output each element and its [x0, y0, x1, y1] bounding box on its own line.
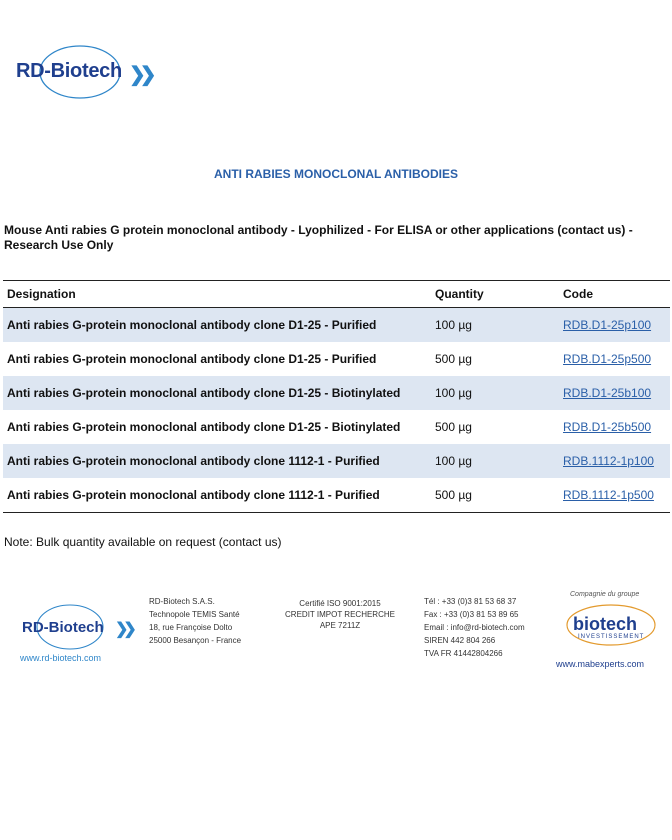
page-title: ANTI RABIES MONOCLONAL ANTIBODIES	[213, 167, 458, 181]
group-logo-sub: INVESTISSEMENT	[578, 634, 645, 640]
footer-website[interactable]: www.rd-biotech.com	[20, 653, 102, 663]
row-quantity: 500 µg	[435, 420, 472, 434]
iso-line: CREDIT IMPOT RECHERCHE	[285, 610, 395, 619]
footer-address	[149, 595, 241, 647]
product-table	[3, 280, 670, 513]
table-row	[3, 376, 670, 410]
row-quantity: 500 µg	[431, 478, 559, 513]
row-quantity: 100 µg	[431, 376, 559, 410]
row-quantity: 500 µg	[435, 352, 472, 366]
footer-certification	[280, 598, 400, 631]
table-row	[3, 342, 670, 376]
header-logo	[8, 38, 158, 108]
group-logo-text: biotech	[573, 614, 638, 634]
footer-contact	[424, 595, 525, 660]
address-line: RD-Biotech S.A.S.	[149, 597, 215, 606]
address-line: 25000 Besançon - France	[149, 636, 242, 645]
row-quantity: 100 µg	[431, 308, 559, 343]
group-logo-block	[556, 589, 666, 669]
contact-line: SIREN 442 804 266	[424, 636, 496, 645]
row-designation: Anti rabies G-protein monoclonal antibody clone 1112-1 - Purified	[3, 444, 431, 478]
bulk-note: Note: Bulk quantity available on request (contact us)	[4, 535, 282, 549]
product-code-link[interactable]: RDB.D1-25b100	[563, 386, 652, 400]
contact-email[interactable]: Email : info@rd-biotech.com	[424, 623, 525, 632]
row-designation: Anti rabies G-protein monoclonal antibody clone 1112-1 - Purified	[3, 478, 431, 513]
logo-text: RD-Biotech	[16, 60, 122, 82]
header-code: Code	[559, 281, 670, 308]
row-designation: Anti rabies G-protein monoclonal antibody clone D1-25 - Biotinylated	[7, 420, 401, 434]
product-code-link[interactable]: RDB.1112-1p100	[563, 454, 654, 468]
chevron-right-icon: ❯❯	[129, 64, 151, 86]
table-row	[3, 410, 670, 444]
product-code-link[interactable]: RDB.D1-25b500	[563, 420, 652, 434]
row-designation: Anti rabies G-protein monoclonal antibody clone D1-25 - Biotinylated	[3, 376, 431, 410]
footer	[0, 585, 672, 675]
group-website[interactable]: www.mabexperts.com	[556, 659, 645, 669]
contact-line: TVA FR 41442804266	[424, 649, 503, 658]
table-row	[3, 444, 670, 478]
footer-logo-text: RD-Biotech	[22, 619, 104, 636]
header-quantity: Quantity	[431, 281, 559, 308]
table-row	[3, 308, 670, 343]
address-line: Technopole TEMIS Santé	[149, 610, 240, 619]
page-subtitle: Mouse Anti rabies G protein monoclonal antibody - Lyophilized - For ELISA or other applications (contact us) - Research Use Only	[4, 223, 633, 252]
contact-line: Fax : +33 (0)3 81 53 89 65	[424, 610, 519, 619]
table-header-row	[3, 281, 670, 308]
product-code-link[interactable]: RDB.D1-25p500	[563, 352, 652, 366]
address-line: 18, rue Françoise Dolto	[149, 623, 233, 632]
chevron-right-icon: ❯❯	[115, 621, 132, 638]
product-code-link[interactable]: RDB.1112-1p500	[563, 488, 654, 502]
iso-line: APE 7211Z	[319, 621, 361, 630]
product-code-link[interactable]: RDB.D1-25p100	[563, 318, 652, 332]
footer-logo	[12, 595, 132, 655]
row-quantity: 100 µg	[431, 444, 559, 478]
header-designation: Designation	[3, 281, 431, 308]
contact-line: Tél : +33 (0)3 81 53 68 37	[424, 597, 517, 606]
iso-line: Certifié ISO 9001:2015	[299, 599, 381, 608]
row-designation: Anti rabies G-protein monoclonal antibody clone D1-25 - Purified	[3, 308, 431, 343]
group-label: Compagnie du groupe	[570, 591, 640, 598]
row-designation: Anti rabies G-protein monoclonal antibody clone D1-25 - Purified	[7, 352, 377, 366]
table-row	[3, 478, 670, 513]
